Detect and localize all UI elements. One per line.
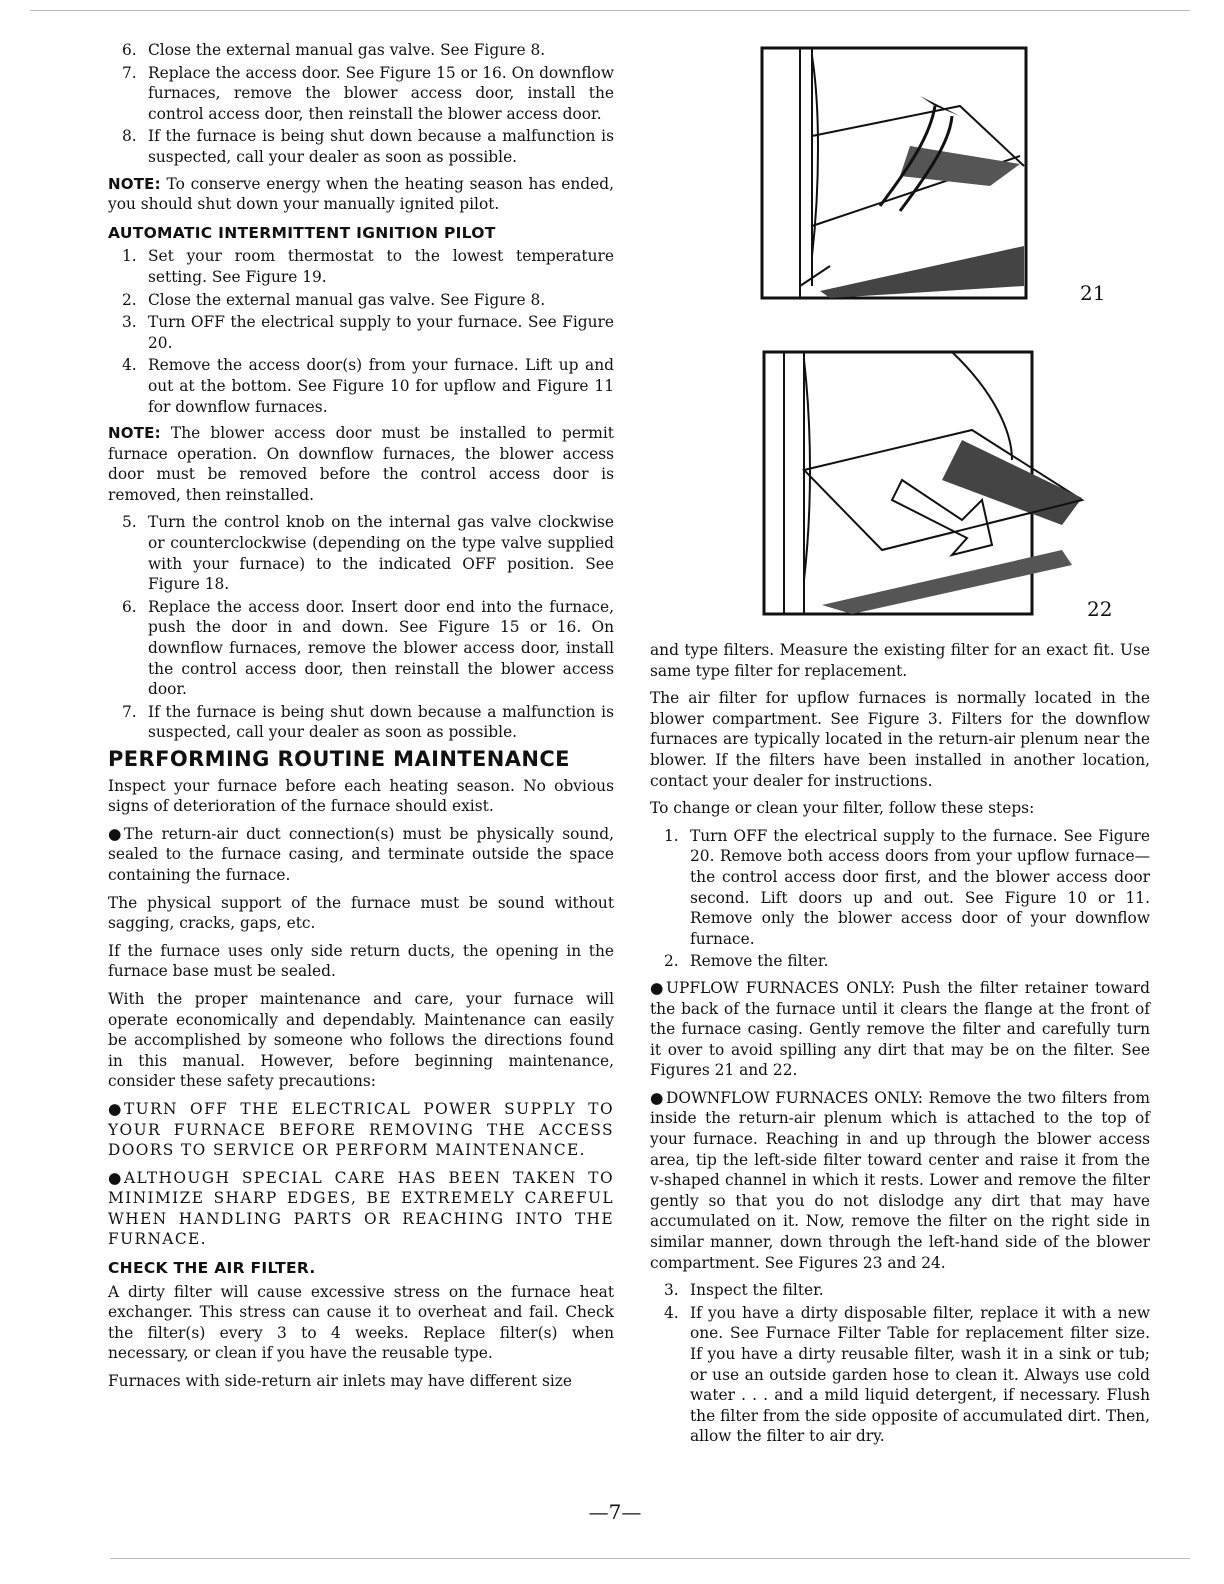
figure-22-filter-remove: [762, 350, 1090, 618]
heading-automatic-ignition: AUTOMATIC INTERMITTENT IGNITION PILOT: [108, 223, 496, 242]
list-item: 3. Turn OFF the electrical supply to your furnace. See Figure 20.: [122, 313, 614, 352]
filter-remove-illustration: [762, 350, 1090, 618]
downflow-instructions: ● DOWNFLOW FURNACES ONLY: Remove the two filters from inside the return-air plenum which is attached to the top of your furnace. Reaching in and up through the blower access area, tip the left-side filter toward center and raise it from the v-shaped channel in which it rests. Lower and remove the filter gently so that you do not dislodge any dirt that may have accumulated on it. Now, remove the filter on the right side in similar manner, down through the left-hand side of the blower compartment. See Figures 23 and 24.: [650, 1088, 1150, 1272]
automatic-steps-list-continued: [108, 512, 614, 743]
filter-steps-list-continued: [650, 1280, 1150, 1447]
list-item: 6. Close the external manual gas valve. See Figure 8.: [122, 41, 546, 59]
heading-routine-maintenance: PERFORMING ROUTINE MAINTENANCE: [108, 747, 570, 771]
paragraph: The air filter for upflow furnaces is normally located in the blower compartment. See Figure 3. Filters for the downflow furnaces are typically located in the return-air plenum near the blower. If the filters have been installed in another location, contact your dealer for instructions.: [650, 689, 1150, 790]
page-number: —7—: [588, 1500, 642, 1524]
figure-22-label: 22: [1087, 597, 1113, 621]
heading-check-filter: CHECK THE AIR FILTER.: [108, 1259, 316, 1278]
filter-steps-list: [650, 826, 1150, 972]
paragraph: With the proper maintenance and care, your furnace will operate economically and dependably. Maintenance can easily be accomplished by someone who follows the directions found in this manual. However, before beginning maintenance, consider these safety precautions:: [108, 989, 614, 1091]
figure-21-filter-flip: [760, 46, 1030, 300]
right-column: [650, 640, 1150, 1453]
shutdown-steps-list: [108, 40, 614, 168]
upflow-instructions: ● UPFLOW FURNACES ONLY: Push the filter retainer toward the back of the furnace until it clears the flange at the front of the furnace casing. Gently remove the filter and carefully turn it over to avoid spilling any dirt that may be on the filter. See Figures 21 and 22.: [650, 978, 1150, 1080]
list-item: 2. Remove the filter.: [664, 952, 829, 971]
bullet-icon: ●: [650, 978, 664, 997]
list-item: 2. Close the external manual gas valve. See Figure 8.: [122, 290, 546, 309]
paragraph: Inspect your furnace before each heating season. No obvious signs of deterioration of the furnace should exist.: [108, 776, 614, 816]
bullet-icon: ●: [650, 1088, 664, 1107]
list-item: 4. If you have a dirty disposable filter, replace it with a new one. See Furnace Filter Table for replacement filter size. If you have a dirty reusable filter, wash it in a sink or tub; or use an outside garden hose to clean it. Always use cold water . . . and a mild liquid detergent, if necessary. Flush the filter from the side opposite of accumulated dirt. Then, allow the filter to air dry.: [664, 1303, 1150, 1446]
note-pilot: NOTE: To conserve energy when the heating season has ended, you should shut down your manually ignited pilot.: [108, 174, 614, 214]
paragraph: The physical support of the furnace must be sound without sagging, cracks, gaps, etc.: [108, 893, 614, 933]
paragraph: Furnaces with side-return air inlets may have different size: [108, 1372, 572, 1391]
filter-flip-illustration: [760, 46, 1030, 300]
warning-edges: ●ALTHOUGH SPECIAL CARE HAS BEEN TAKEN TO MINIMIZE SHARP EDGES, BE EXTREMELY CAREFUL WHEN HANDLING PARTS OR REACHING INTO THE FURNACE.: [108, 1168, 614, 1249]
left-column: [108, 40, 614, 1399]
list-item: 1. Set your room thermostat to the lowest temperature setting. See Figure 19.: [122, 247, 614, 286]
bullet-icon: ●: [108, 1099, 123, 1118]
bullet-icon: ●: [108, 1168, 123, 1187]
list-item: 7. Replace the access door. See Figure 15 or 16. On downflow furnaces, remove the blower access door, install the control access door, then reinstall the blower access door.: [122, 63, 614, 123]
figure-21-label: 21: [1080, 281, 1106, 305]
bottom-rule: [110, 1558, 1190, 1559]
list-item: 1. Turn OFF the electrical supply to the furnace. See Figure 20. Remove both access doors from your upflow furnace—the control access door first, and the blower access door second. Lift doors up and out. See Figure 10 or 11. Remove only the blower access door of your downflow furnace.: [664, 826, 1150, 948]
list-item: 8. If the furnace is being shut down because a malfunction is suspected, call your dealer as soon as possible.: [122, 127, 614, 166]
list-item: 6. Replace the access door. Insert door end into the furnace, push the door in and down. See Figure 15 or 16. On downflow furnaces, remove the blower access door, install the control access door, then reinstall the blower access door.: [122, 597, 614, 699]
paragraph: If the furnace uses only side return ducts, the opening in the furnace base must be sealed.: [108, 941, 614, 981]
bullet-icon: ●: [108, 824, 122, 843]
automatic-steps-list: [108, 246, 614, 417]
paragraph: and type filters. Measure the existing filter for an exact fit. Use same type filter for replacement.: [650, 641, 1150, 680]
paragraph-bullet: ● The return-air duct connection(s) must be physically sound, sealed to the furnace casing, and terminate outside the space containing the furnace.: [108, 824, 614, 884]
warning-power: ●TURN OFF THE ELECTRICAL POWER SUPPLY TO YOUR FURNACE BEFORE REMOVING THE ACCESS DOORS TO SERVICE OR PERFORM MAINTENANCE.: [108, 1099, 614, 1160]
list-item: 4. Remove the access door(s) from your furnace. Lift up and out at the bottom. See Figure 10 for upflow and Figure 11 for downflow furnaces.: [122, 356, 614, 416]
paragraph: A dirty filter will cause excessive stress on the furnace heat exchanger. This stress can cause it to overheat and fail. Check the filter(s) every 3 to 4 weeks. Replace filter(s) when necessary, or clean if you have the reusable type.: [108, 1282, 614, 1363]
paragraph: To change or clean your filter, follow these steps:: [650, 799, 1035, 818]
list-item: 3. Inspect the filter.: [664, 1281, 824, 1300]
list-item: 5. Turn the control knob on the internal gas valve clockwise or counterclockwise (depending on the type valve supplied with your furnace) to the indicated OFF position. See Figure 18.: [122, 513, 614, 594]
top-rule: [30, 10, 1190, 11]
note-blower-door: NOTE: The blower access door must be installed to permit furnace operation. On downflow furnaces, the blower access door must be removed before the control access door is removed, then reinstalled.: [108, 424, 614, 504]
list-item: 7. If the furnace is being shut down because a malfunction is suspected, call your dealer as soon as possible.: [122, 702, 614, 742]
